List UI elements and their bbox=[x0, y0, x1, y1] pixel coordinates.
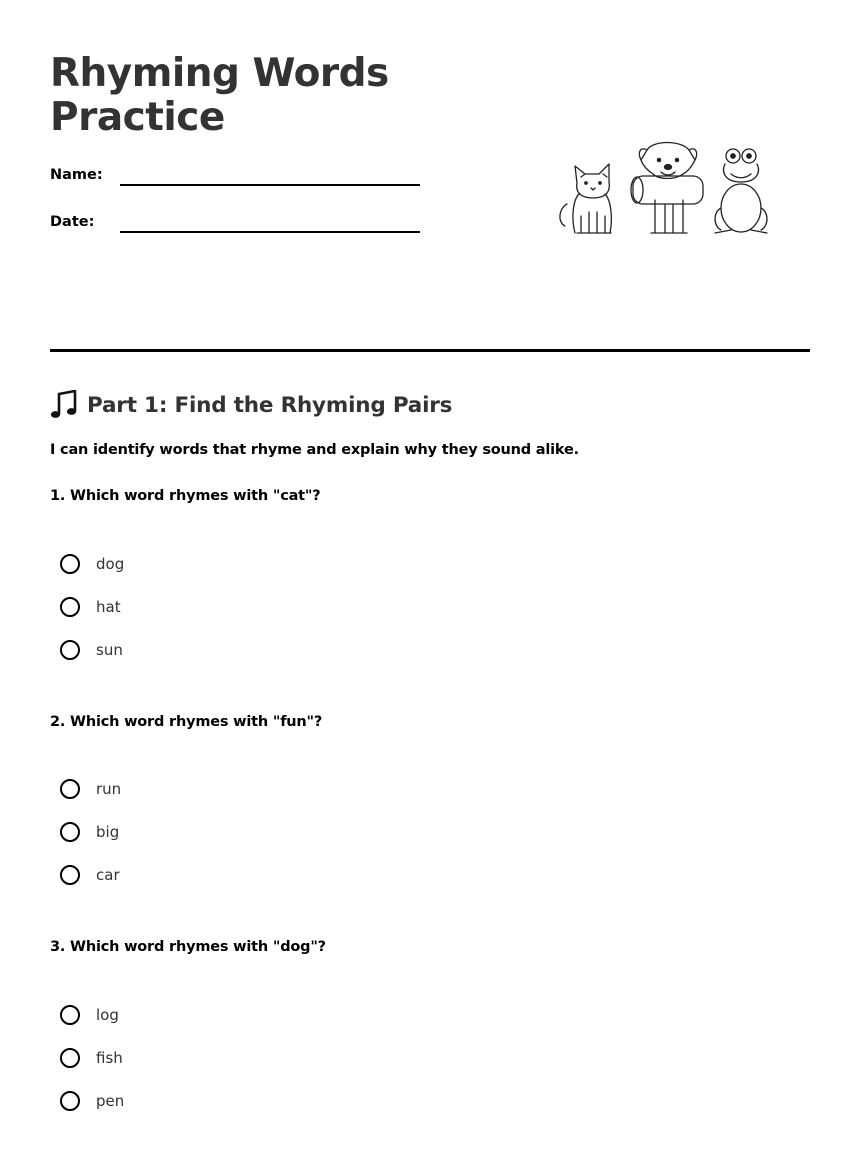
question-3-prompt: 3. Which word rhymes with "dog"? bbox=[50, 939, 326, 955]
question-2-prompt: 2. Which word rhymes with "fun"? bbox=[50, 714, 323, 730]
animals-illustration bbox=[555, 138, 775, 238]
question-1-option-dog[interactable] bbox=[60, 551, 124, 577]
radio-button[interactable] bbox=[60, 1048, 80, 1068]
section-title bbox=[50, 388, 452, 422]
option-label: sun bbox=[96, 641, 123, 659]
radio-button[interactable] bbox=[60, 554, 80, 574]
radio-button[interactable] bbox=[60, 1091, 80, 1111]
page-title: Rhyming Words Practice bbox=[50, 51, 389, 140]
name-field bbox=[50, 166, 430, 190]
question-3-option-log[interactable] bbox=[60, 1002, 119, 1028]
frog-icon bbox=[715, 149, 767, 233]
radio-button[interactable] bbox=[60, 1005, 80, 1025]
dog-icon bbox=[631, 143, 703, 234]
radio-button[interactable] bbox=[60, 822, 80, 842]
radio-button[interactable] bbox=[60, 779, 80, 799]
name-label: Name: bbox=[50, 167, 103, 183]
option-label: hat bbox=[96, 598, 121, 616]
radio-button[interactable] bbox=[60, 865, 80, 885]
music-note-icon bbox=[50, 390, 78, 420]
learning-objective: I can identify words that rhyme and explain why they sound alike. bbox=[50, 442, 579, 458]
section-divider bbox=[50, 349, 810, 352]
date-label: Date: bbox=[50, 214, 95, 230]
option-label: fish bbox=[96, 1049, 123, 1067]
option-label: run bbox=[96, 780, 122, 798]
question-1-prompt: 1. Which word rhymes with "cat"? bbox=[50, 488, 321, 504]
option-label: dog bbox=[96, 555, 125, 573]
option-label: car bbox=[96, 866, 120, 884]
radio-button[interactable] bbox=[60, 597, 80, 617]
radio-button[interactable] bbox=[60, 640, 80, 660]
name-write-line[interactable] bbox=[120, 184, 420, 186]
question-2-option-run[interactable] bbox=[60, 776, 121, 802]
question-3-option-fish[interactable] bbox=[60, 1045, 123, 1071]
date-write-line[interactable] bbox=[120, 231, 420, 233]
question-1-option-sun[interactable] bbox=[60, 637, 123, 663]
option-label: log bbox=[96, 1006, 119, 1024]
question-2-option-big[interactable] bbox=[60, 819, 119, 845]
cat-icon bbox=[560, 164, 611, 233]
date-field bbox=[50, 213, 430, 237]
question-2-option-car[interactable] bbox=[60, 862, 120, 888]
option-label: big bbox=[96, 823, 120, 841]
section-title-text: Part 1: Find the Rhyming Pairs bbox=[87, 392, 453, 418]
question-3-option-pen[interactable] bbox=[60, 1088, 124, 1114]
question-1-option-hat[interactable] bbox=[60, 594, 121, 620]
option-label: pen bbox=[96, 1092, 125, 1110]
